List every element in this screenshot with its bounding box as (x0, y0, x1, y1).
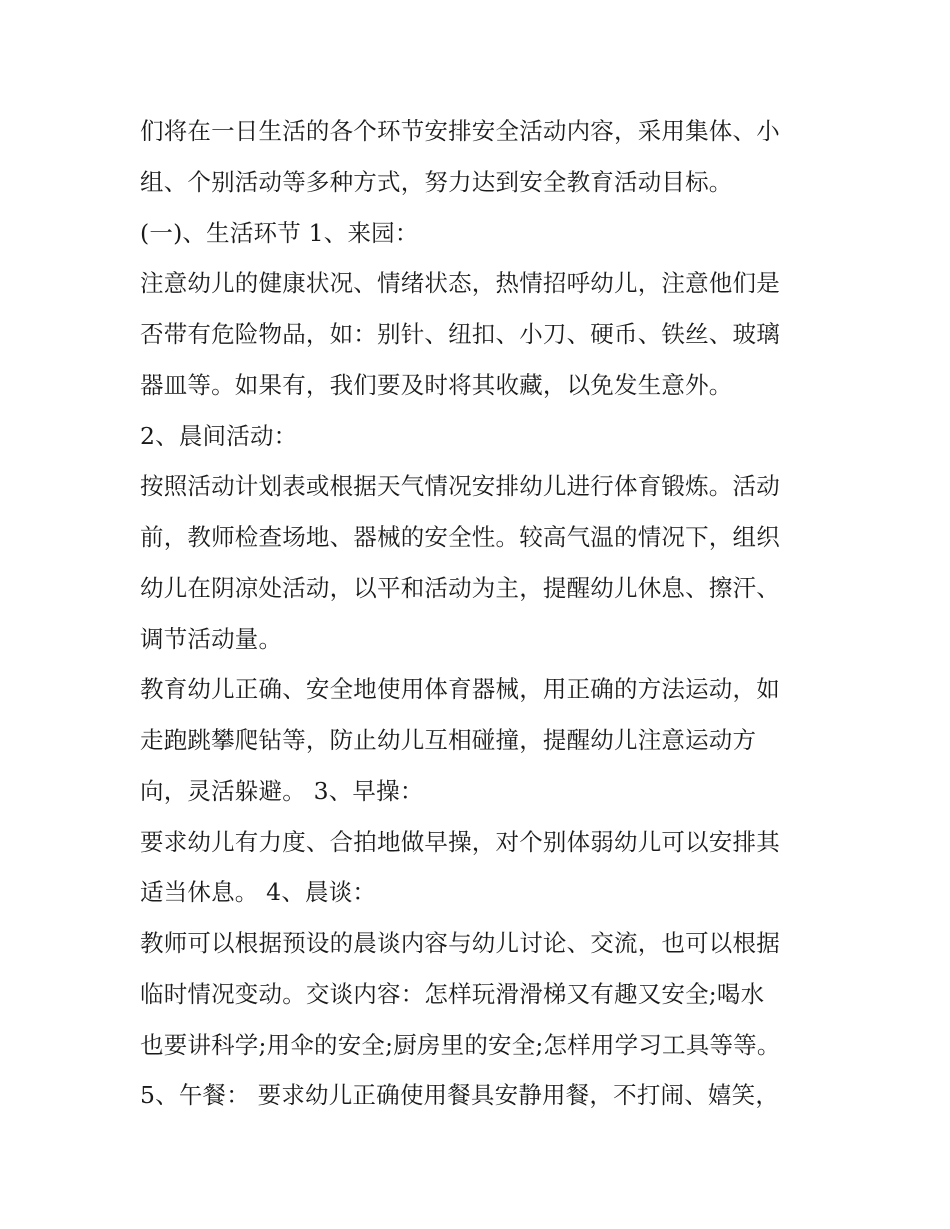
text-line: 向，灵活躲避。 3、早操： (140, 776, 424, 805)
text-line: 注意幼儿的健康状况、情绪状态，热情招呼幼儿，注意他们是 (140, 269, 780, 298)
text-line: 教育幼儿正确、安全地使用体育器械，用正确的方法运动，如 (140, 675, 780, 704)
document-body (140, 106, 820, 1121)
text-line: 走跑跳攀爬钻等，防止幼儿互相碰撞，提醒幼儿注意运动方 (140, 726, 757, 754)
text-line: 器皿等。如果有，我们要及时将其收藏，以免发生意外。 (140, 370, 733, 399)
text-line: 按照活动计划表或根据天气情况安排幼儿进行体育锻炼。活动 (140, 472, 780, 501)
text-line: 5、午餐： 要求幼儿正确使用餐具安静用餐，不打闹、嬉笑， (140, 1081, 780, 1110)
text-line: 幼儿在阴凉处活动，以平和活动为主，提醒幼儿休息、擦汗、 (140, 573, 780, 602)
text-line: 也要讲科学;用伞的安全;厨房里的安全;怎样用学习工具等等。 (140, 1030, 781, 1059)
section-heading: 2、晨间活动： (140, 421, 298, 450)
text-line: 否带有危险物品，如：别针、纽扣、小刀、硬币、铁丝、玻璃 (140, 320, 780, 348)
text-line: 适当休息。 4、晨谈： (140, 878, 377, 907)
text-line: 教师可以根据预设的晨谈内容与幼儿讨论、交流，也可以根据 (140, 929, 780, 957)
text-line: 组、个别活动等多种方式，努力达到安全教育活动目标。 (140, 167, 733, 196)
text-line: 们将在一日生活的各个环节安排安全活动内容，采用集体、小 (140, 117, 780, 145)
section-heading: (一)、生活环节 1、来园： (140, 218, 419, 247)
text-line: 临时情况变动。交谈内容：怎样玩滑滑梯又有趣又安全;喝水 (140, 979, 765, 1008)
text-line: 要求幼儿有力度、合拍地做早操，对个别体弱幼儿可以安排其 (140, 827, 780, 856)
text-line: 调节活动量。 (140, 624, 283, 653)
text-line: 前，教师检查场地、器械的安全性。较高气温的情况下，组织 (140, 523, 780, 551)
